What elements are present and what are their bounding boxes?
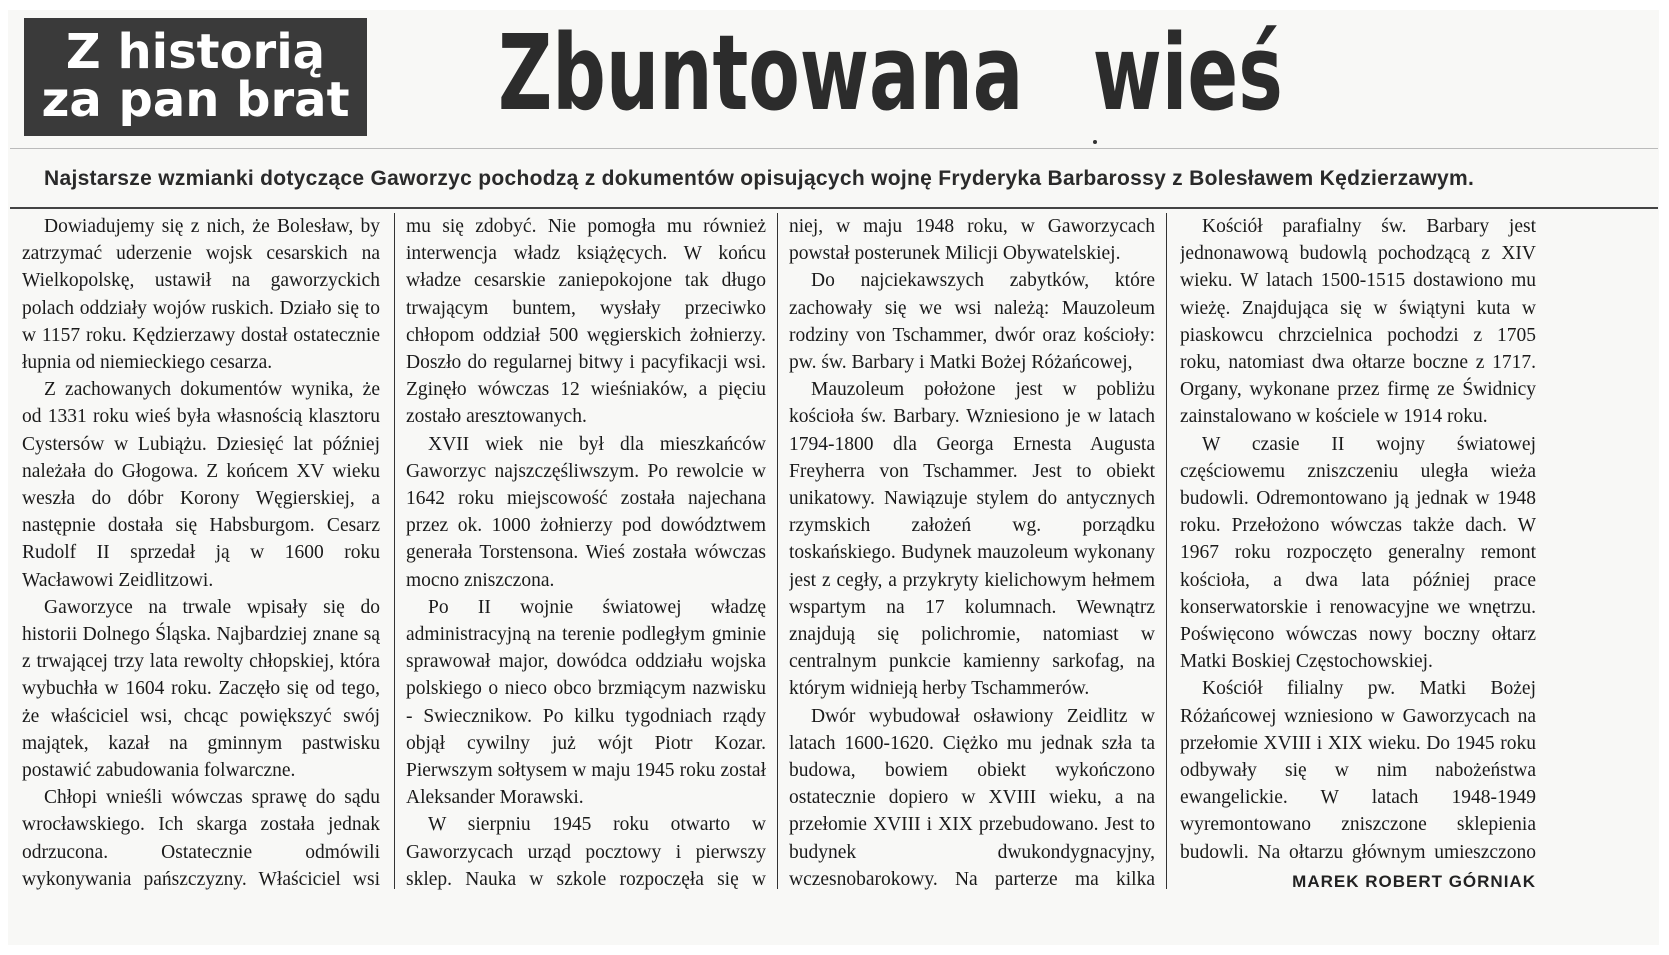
- paragraph: Do najciekawszych zabytków, które zachowały się we wsi należą: Mauzoleum rodziny von Tschammer, dwór oraz kościoły: pw. św. Barbary i Matki Bożej Różańcowej,: [789, 270, 1155, 374]
- paragraph: mu się zdobyć. Nie pomogła mu również interwencja władz książęcych. W końcu władze cesarskie zaniepokojone tak długo trwającym buntem, wysłały przeciwko chłopom oddział 500 węgierskich żołnierzy. Doszło do regularnej bitwy i pacyfikacji wsi. Zginęło wówczas 12 wieśniaków, a pięciu zostało aresztowanych.: [406, 216, 766, 428]
- header-divider: [10, 148, 1658, 149]
- paragraph: Mauzoleum położone jest w pobliżu kościoła św. Barbary. Wzniesiono je w latach 1794-1800 dla Georga Ernesta Augusta Freyherra von Tschammer. Jest to obiekt unikatowy. Nawiązuje stylem do antycznych rzymskich założeń wg. porządku toskańskiego. Budynek mauzoleum wykonany jest z cegły, a przykryty kielichowym hełmem wspartym na 17 kolumnach. Wewnątrz znajdują się polichromie, natomiast w centralnym punkcie kamienny sarkofag, na którym widnieją herby Tschammerów.: [789, 379, 1155, 700]
- paragraph: Po II wojnie światowej władzę administracyjną na terenie podległym gminie sprawował major, dowódca oddziału wojska polskiego o nieco obco brzmiącym nazwisku - Swiecznikow. Po kilku tygodniach rządy objął cywilny już wójt Piotr Kozar. Pierwszym sołtysem w maju 1945 roku został Aleksander Morawski.: [406, 596, 766, 809]
- author-byline: MAREK ROBERT GÓRNIAK: [1292, 872, 1536, 891]
- lead-divider: [10, 207, 1658, 209]
- text-column-3: [789, 213, 1155, 893]
- section-badge: [24, 18, 367, 136]
- column-divider: [777, 213, 778, 889]
- paragraph: Kościół filialny pw. Matki Bożej Różańcowej wzniesiono w Gaworzycach na przełomie XVIII i XIX wieku. Do 1945 roku odbywały się w nim nabożeństwa ewangelickie. W latach 1948-1949 wyremontowano zniszczone sklepienia budowli. Na ołtarzu głównym umieszczono: [1180, 678, 1536, 863]
- text-column-2: [406, 213, 766, 893]
- paragraph: Gaworzyce na trwale wpisały się do historii Dolnego Śląska. Najbardziej znane są z trwającej trzy lata rewolty chłopskiej, która wybuchła w 1604 roku. Zaczęło się od tego, że właściciel wsi, chcąc powiększyć swój majątek, kazał na gminnym pastwisku postawić zabudowania folwarczne.: [22, 596, 380, 782]
- paragraph: Kościół parafialny św. Barbary jest jednonawową budowlą pochodzącą z XIV wieku. W latach 1500-1515 dostawiono mu wieżę. Znajdująca się w świątyni kuta w piaskowcu chrzcielnica pochodzi z 1705 roku, natomiast dwa ołtarze boczne z 1717. Organy, wykonane przez firmę ze Świdnicy zainstalowano w kościele w 1914 roku.: [1180, 216, 1536, 428]
- section-badge-line2: za pan brat: [41, 72, 350, 128]
- paragraph: Z zachowanych dokumentów wynika, że od 1331 roku wieś była własnością klasztoru Cystersów w Lubiążu. Dziesięć lat później należała do Głogowa. Z końcem XV wieku weszła do dóbr Korony Węgierskiej, a następnie dostała się Habsburgom. Cesarz Rudolf II sprzedał ją w 1600 roku Wacławowi Zeidlitzowi.: [22, 379, 380, 591]
- article-lead: Najstarsze wzmianki dotyczące Gaworzyc pochodzą z dokumentów opisujących wojnę Fryderyka Barbarossy z Bolesławem Kędzierzawym.: [44, 167, 1475, 190]
- text-column-4: [1180, 213, 1536, 869]
- paragraph: W sierpniu 1945 roku otwarto w Gaworzycach urząd pocztowy i pierwszy sklep. Nauka w szkole rozpoczęła się w: [406, 814, 766, 890]
- paragraph: Dowiadujemy się z nich, że Bolesław, by zatrzymać uderzenie wojsk cesarskich na Wielkopolskę, ustawił na gaworzyckich polach oddziały wojów ruskich. Działo się to w 1157 roku. Kędzierzawy dostał ostatecznie łupnia od niemieckiego cesarza.: [22, 216, 380, 374]
- column-divider: [1166, 213, 1167, 889]
- paragraph: Dwór wybudował osławiony Zeidlitz w latach 1600-1620. Ciężko mu jednak szła ta budowa, bowiem obiekt wykończono ostatecznie dopiero w XVIII wieku, a na przełomie XVIII i XIX przebudowano. Jest to budynek dwukondygnacyjny, wczesnobarokowy. Na parterze ma kilka: [789, 705, 1155, 890]
- text-column-1: [22, 213, 380, 893]
- article-title: Zbuntowana wieś: [498, 12, 1283, 134]
- section-badge-line1: Z historią: [65, 24, 326, 80]
- print-speck: [1093, 140, 1097, 144]
- paragraph: XVII wiek nie był dla mieszkańców Gaworzyc najszczęśliwszym. Po rewolcie w 1642 roku miejscowość została najechana przez ok. 1000 żołnierzy pod dowództwem generała Torstensona. Wieś została wówczas mocno zniszczona.: [406, 433, 766, 591]
- paragraph: niej, w maju 1948 roku, w Gaworzycach powstał posterunek Milicji Obywatelskiej.: [789, 216, 1155, 265]
- column-divider: [394, 213, 395, 889]
- paragraph: W czasie II wojny światowej częściowemu zniszczeniu uległa wieża budowli. Odremontowano ją jednak w 1948 roku. Przełożono wówczas także dach. W 1967 roku rozpoczęto generalny remont kościoła, a dwa lata później prace konserwatorskie i renowacyjne we wnętrzu. Poświęcono wówczas nowy boczny ołtarz Matki Boskiej Częstochowskiej.: [1180, 433, 1536, 673]
- paragraph: Chłopi wnieśli wówczas sprawę do sądu wrocławskiego. Ich skarga została jednak odrzucona. Ostatecznie odmówili wykonywania pańszczyzny. Właściciel wsi: [22, 787, 380, 890]
